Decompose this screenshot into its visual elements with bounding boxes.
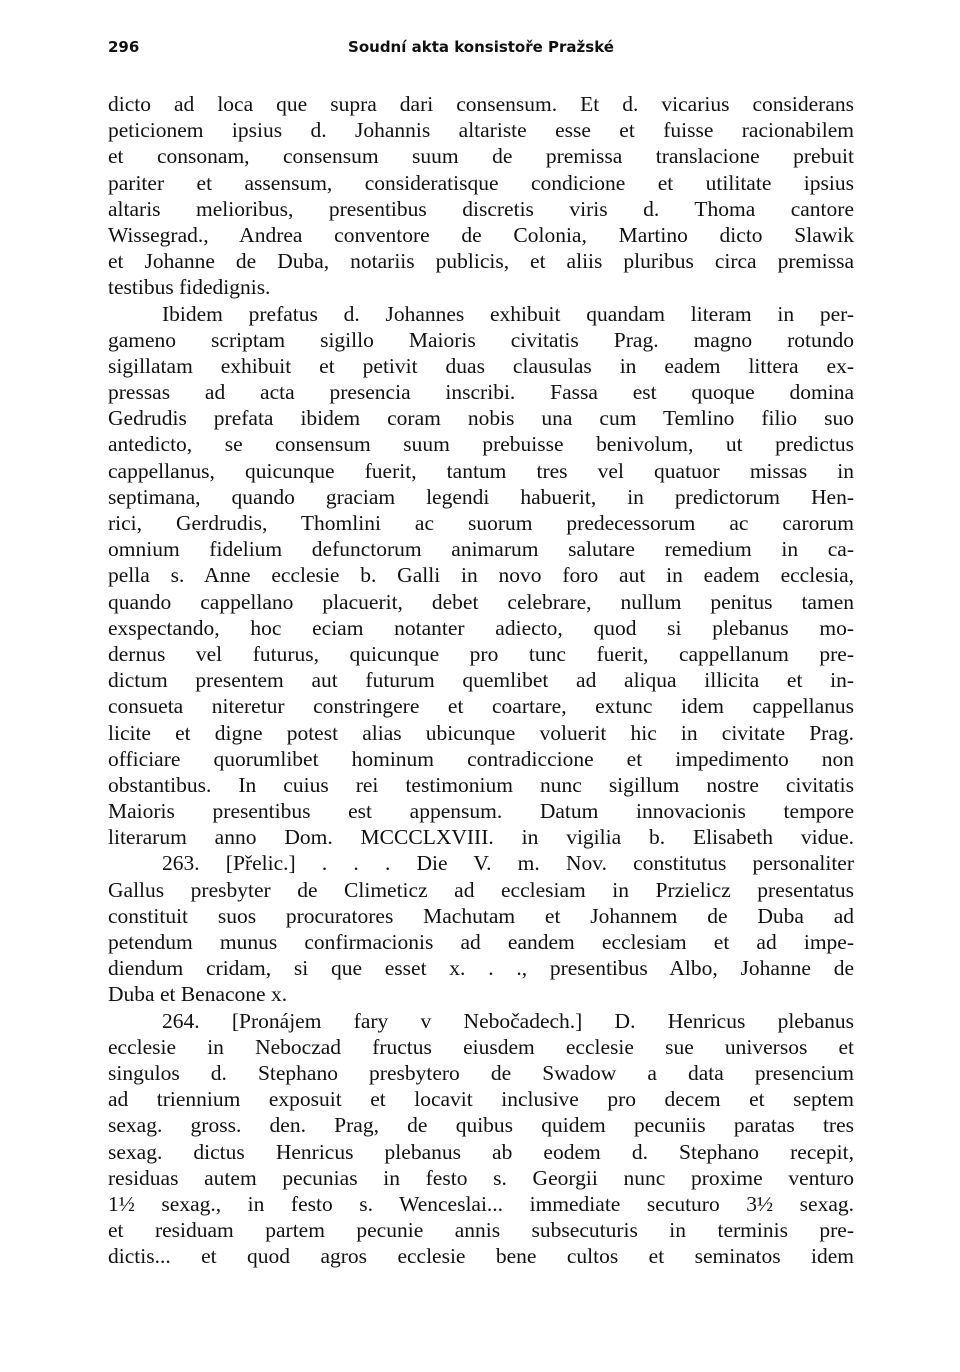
text-line: pella s. Anne ecclesie b. Galli in novo foro aut in eadem ecclesia,	[108, 563, 854, 588]
text-line: singulos d. Stephano presbytero de Swadow a data presencium	[108, 1060, 854, 1085]
text-line: dicto ad loca que supra dari consensum. Et d. vicarius considerans	[108, 92, 854, 116]
text-line: exspectando, hoc eciam notanter adiecto, quod si plebanus mo-	[108, 615, 854, 640]
text-line: antedicto, se consensum suum prebuisse benivolum, ut predictus	[108, 432, 854, 457]
text-line: testibus fidedignis.	[108, 275, 271, 300]
text-line: dernus vel futurus, quicunque pro tunc fuerit, cappellanum pre-	[108, 641, 854, 666]
text-line: sigillatam exhibuit et petivit duas clausulas in eadem littera ex-	[108, 353, 854, 378]
text-line: 264. [Pronájem fary v Nebočadech.] D. Henricus plebanus	[162, 1008, 854, 1033]
text-line: Duba et Benacone x.	[108, 982, 288, 1007]
text-line: Gedrudis prefata ibidem coram nobis una cum Temlino filio suo	[108, 406, 854, 431]
text-line: Ibidem prefatus d. Johannes exhibuit quandam literam in per-	[162, 301, 854, 326]
text-line: quando cappellano placuerit, debet celebrare, nullum penitus tamen	[108, 589, 854, 614]
text-line: petendum munus confirmacionis ad eandem ecclesiam et ad impe-	[108, 930, 854, 954]
text-line: constituit suos procuratores Machutam et Johannem de Duba ad	[108, 903, 854, 928]
text-line: pressas ad acta presencia inscribi. Fassa est quoque domina	[108, 380, 854, 405]
text-line: sexag. gross. den. Prag, de quibus quidem pecuniis paratas tres	[108, 1113, 854, 1138]
text-line: et consonam, consensum suum de premissa translacione prebuit	[108, 144, 854, 169]
text-line: rici, Gerdrudis, Thomlini ac suorum predecessorum ac carorum	[108, 511, 854, 535]
text-line: officiare quorumlibet hominum contradiccione et impedimento non	[108, 746, 854, 771]
text-line: dictum presentem aut futurum quemlibet ad aliqua illicita et in-	[108, 668, 854, 693]
text-line: 263. [Přelic.] . . . Die V. m. Nov. constitutus personaliter	[162, 851, 854, 876]
text-line: ecclesie in Neboczad fructus eiusdem ecclesie sue universos et	[108, 1034, 854, 1059]
text-line: gameno scriptam sigillo Maioris civitatis Prag. magno rotundo	[108, 327, 854, 352]
page-header	[108, 38, 854, 62]
text-line: peticionem ipsius d. Johannis altariste esse et fuisse racionabilem	[108, 118, 854, 143]
text-line: 1½ sexag., in festo s. Wenceslai... immediate secuturo 3½ sexag.	[108, 1191, 854, 1216]
text-line: omnium fidelium defunctorum animarum salutare remedium in ca-	[108, 537, 854, 562]
text-line: residuas autem pecunias in festo s. Georgii nunc proxime venturo	[108, 1165, 854, 1190]
page-number: 296	[108, 38, 140, 56]
text-line: literarum anno Dom. MCCCLXVIII. in vigilia b. Elisabeth vidue.	[108, 825, 854, 850]
text-line: et Johanne de Duba, notariis publicis, et aliis pluribus circa premissa	[108, 249, 854, 274]
text-line: licite et digne potest alias ubicunque voluerit hic in civitate Prag.	[108, 720, 854, 745]
text-line: Wissegrad., Andrea conventore de Colonia, Martino dicto Slawik	[108, 222, 854, 247]
text-line: cappellanus, quicunque fuerit, tantum tres vel quatuor missas in	[108, 458, 854, 483]
text-line: ad triennium exposuit et locavit inclusive pro decem et septem	[108, 1087, 854, 1112]
text-line: altaris melioribus, presentibus discretis viris d. Thoma cantore	[108, 196, 854, 221]
text-line: pariter et assensum, consideratisque condicione et utilitate ipsius	[108, 170, 854, 195]
text-line: Gallus presbyter de Climeticz ad ecclesiam in Przielicz presentatus	[108, 877, 854, 902]
body-text	[108, 91, 854, 1269]
text-line: consueta niteretur constringere et coartare, extunc idem cappellanus	[108, 694, 854, 719]
text-line: sexag. dictus Henricus plebanus ab eodem d. Stephano recepit,	[108, 1139, 854, 1164]
text-line: et residuam partem pecunie annis subsecuturis in terminis pre-	[108, 1218, 854, 1243]
running-title: Soudní akta konsistoře Pražské	[348, 38, 614, 56]
text-line: obstantibus. In cuius rei testimonium nunc sigillum nostre civitatis	[108, 772, 854, 797]
text-line: Maioris presentibus est appensum. Datum innovacionis tempore	[108, 799, 854, 824]
text-line: septimana, quando graciam legendi habuerit, in predictorum Hen-	[108, 484, 854, 509]
text-line: diendum cridam, si que esset x. . ., presentibus Albo, Johanne de	[108, 956, 854, 981]
text-line: dictis... et quod agros ecclesie bene cultos et seminatos idem	[108, 1244, 854, 1269]
